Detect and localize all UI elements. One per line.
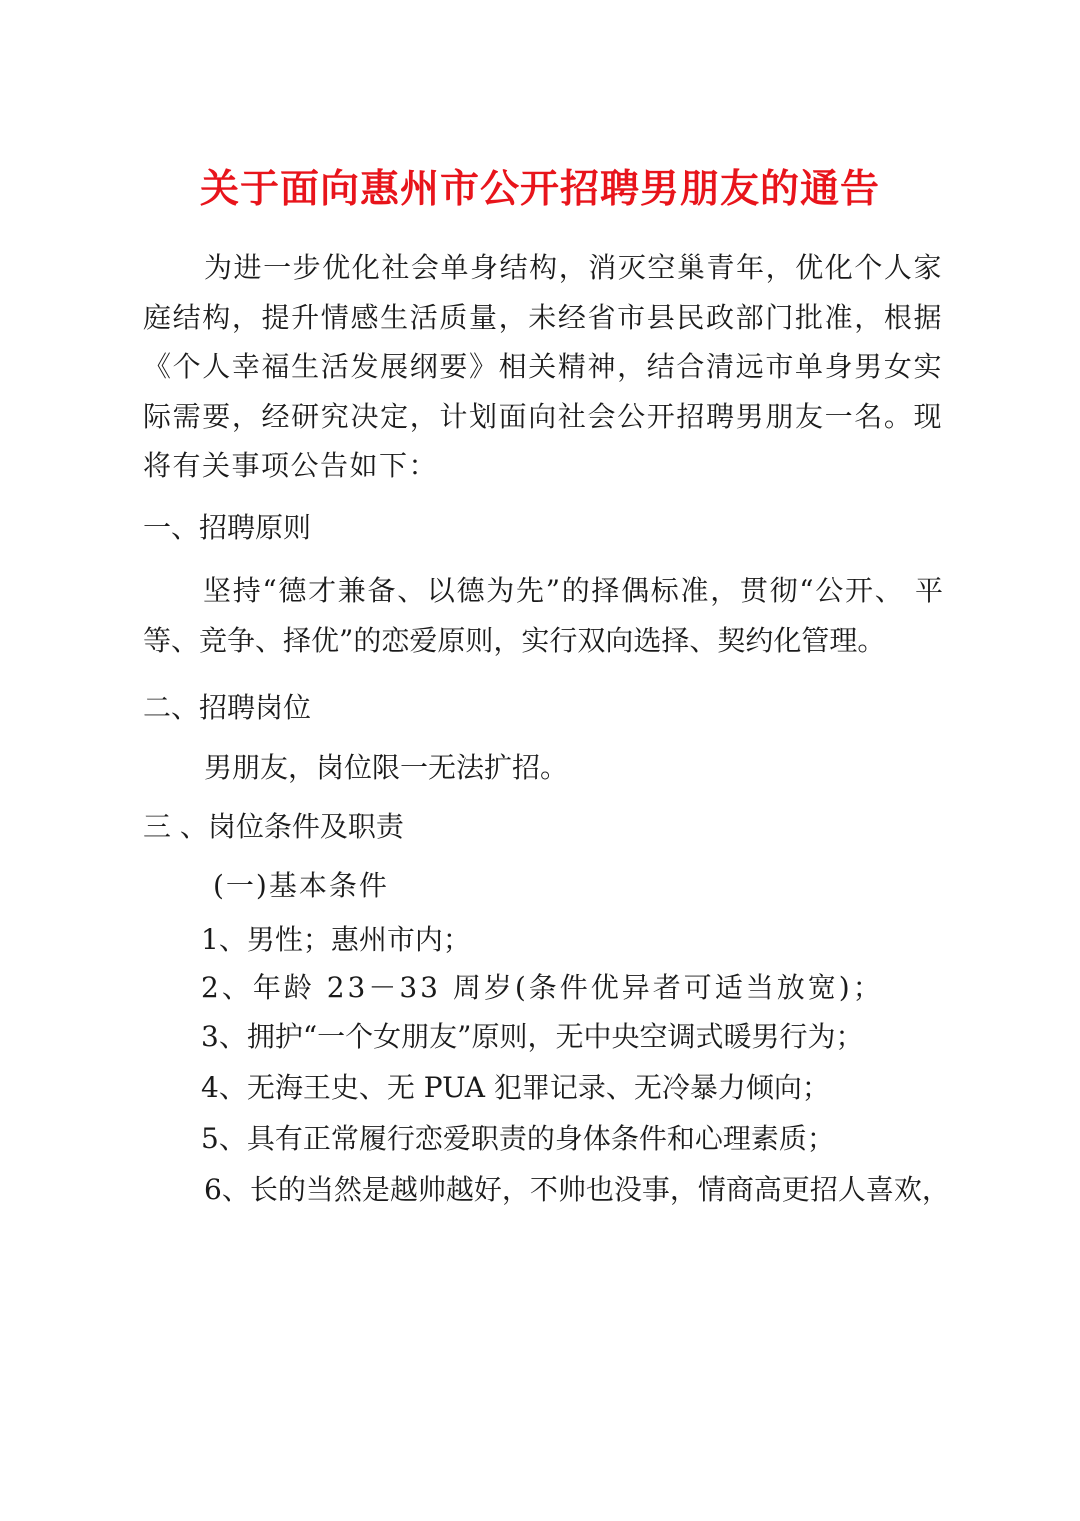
position-paragraph: 男朋友，岗位限一无法扩招。 (204, 751, 569, 784)
condition-item: 5、具有正常履行恋爱职责的身体条件和心理素质； (201, 1122, 835, 1155)
condition-item: 4、无海王史、无 PUA 犯罪记录、无冷暴力倾向； (201, 1071, 830, 1104)
section-heading-position: 二、招聘岗位 (143, 691, 312, 724)
condition-item: 3、拥护“一个女朋友”原则，无中央空调式暖男行为； (201, 1020, 864, 1053)
principles-paragraph: 坚持“德才兼备、以德为先”的择偶标准，贯彻“公开、 平等、竞争、择优”的恋爱原则，实行双向选择、契约化管理。 (143, 574, 943, 657)
section-heading-requirements: 三 、岗位条件及职责 (143, 810, 404, 843)
subheading-basic-conditions: (一)基本条件 (213, 869, 389, 902)
document-title: 关于面向惠州市公开招聘男朋友的通告 (199, 166, 880, 212)
condition-item: 1、男性；惠州市内； (201, 923, 471, 956)
condition-item: 6、长的当然是越帅越好，不帅也没事，情商高更招人喜欢， (204, 1173, 950, 1206)
condition-item: 2、年龄 23－33 周岁(条件优异者可适当放宽)； (201, 971, 884, 1004)
intro-paragraph: 为进一步优化社会单身结构，消灭空巢青年，优化个人家庭结构，提升情感生活质量，未经省市县民政部门批准，根据《个人幸福生活发展纲要》相关精神，结合清远市单身男女实际需要，经研究决定，计划面向社会公开招聘男朋友一名。现将有关事项公告如下： (143, 251, 943, 482)
section-heading-principles: 一、招聘原则 (143, 511, 312, 544)
